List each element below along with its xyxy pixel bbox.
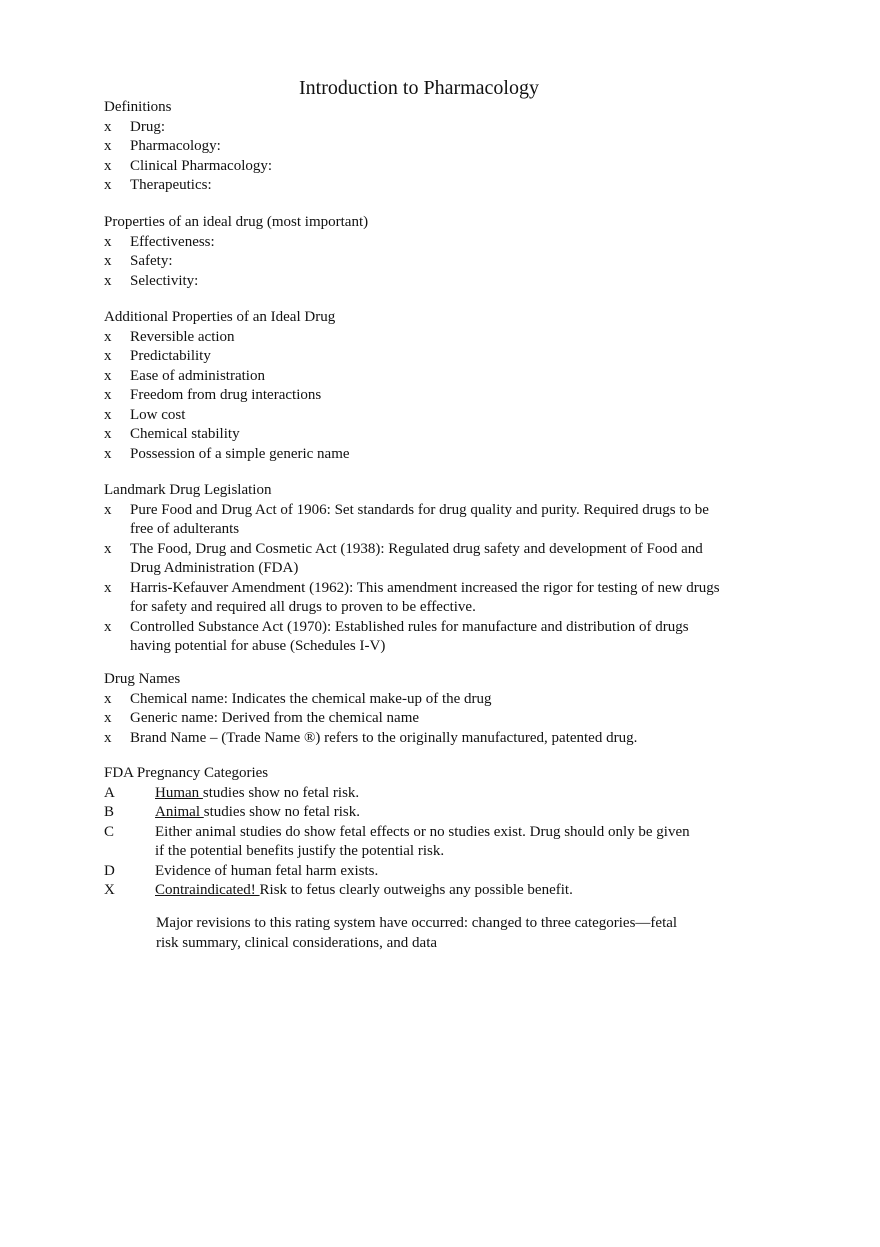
additional-property-item: x Low cost: [104, 406, 186, 423]
definitions-heading: Definitions: [104, 99, 172, 115]
drug-name-item: x Generic name: Derived from the chemical name: [104, 710, 420, 726]
ideal-property-item: x Selectivity:: [104, 272, 199, 289]
definitions-section: [104, 98, 744, 196]
additional-properties-heading: Additional Properties of an Ideal Drug: [104, 309, 336, 325]
additional-property-item: x Possession of a simple generic name: [104, 445, 350, 462]
pregnancy-revision-note: Major revisions to this rating system have occurred: changed to three categories—fetal risk summary, clinical considerations, and data: [156, 915, 678, 951]
legislation-item: x Pure Food and Drug Act of 1906: Set standards for drug quality and purity. Required drugs to be free of adulterants: [104, 501, 709, 537]
definition-item: x Therapeutics:: [104, 177, 212, 193]
drug-names-heading: Drug Names: [104, 671, 181, 687]
definition-item: x Pharmacology:: [104, 138, 221, 154]
pregnancy-category-row: D Evidence of human fetal harm exists.: [104, 862, 379, 879]
pregnancy-category-row: C Either animal studies do show fetal effects or no studies exist. Drug should only be given if the potential benefits justify the potential risk.: [104, 823, 690, 859]
drug-name-item: x Chemical name: Indicates the chemical make-up of the drug: [104, 690, 492, 707]
pregnancy-category-row: X Contraindicated! Risk to fetus clearly outweighs any possible benefit.: [104, 882, 573, 898]
additional-property-item: x Ease of administration: [104, 367, 265, 384]
additional-property-item: x Chemical stability: [104, 426, 240, 442]
pregnancy-category-row: B Animal studies show no fetal risk.: [104, 804, 360, 820]
drug-name-item: x Brand Name – (Trade Name ®) refers to the originally manufactured, patented drug.: [104, 729, 638, 746]
pregnancy-categories-heading: FDA Pregnancy Categories: [104, 765, 269, 781]
pregnancy-categories-section: [104, 764, 694, 901]
additional-property-item: x Predictability: [104, 348, 211, 364]
additional-properties-section: [104, 308, 744, 464]
drug-names-section: [104, 670, 744, 748]
ideal-properties-section: [104, 213, 744, 291]
ideal-properties-heading: Properties of an ideal drug (most important): [104, 214, 369, 230]
additional-property-item: x Freedom from drug interactions: [104, 387, 322, 403]
legislation-heading: Landmark Drug Legislation: [104, 482, 272, 498]
page-title: Introduction to Pharmacology: [299, 77, 539, 99]
legislation-section: [104, 481, 724, 657]
pregnancy-category-row: A Human studies show no fetal risk.: [104, 784, 360, 801]
definition-item: x Drug:: [104, 118, 165, 135]
legislation-item: x Harris-Kefauver Amendment (1962): This amendment increased the rigor for testing of new drugs for safety and required all drugs to proven to be effective.: [104, 579, 720, 615]
definition-item: x Clinical Pharmacology:: [104, 157, 273, 174]
ideal-property-item: x Safety:: [104, 253, 173, 269]
legislation-item: x Controlled Substance Act (1970): Established rules for manufacture and distribution of drugs having potential for abuse (Schedules I-V): [104, 618, 689, 654]
ideal-property-item: x Effectiveness:: [104, 233, 215, 250]
additional-property-item: x Reversible action: [104, 328, 235, 345]
legislation-item: x The Food, Drug and Cosmetic Act (1938): Regulated drug safety and development of Food and Drug Administration (FDA): [104, 540, 703, 576]
